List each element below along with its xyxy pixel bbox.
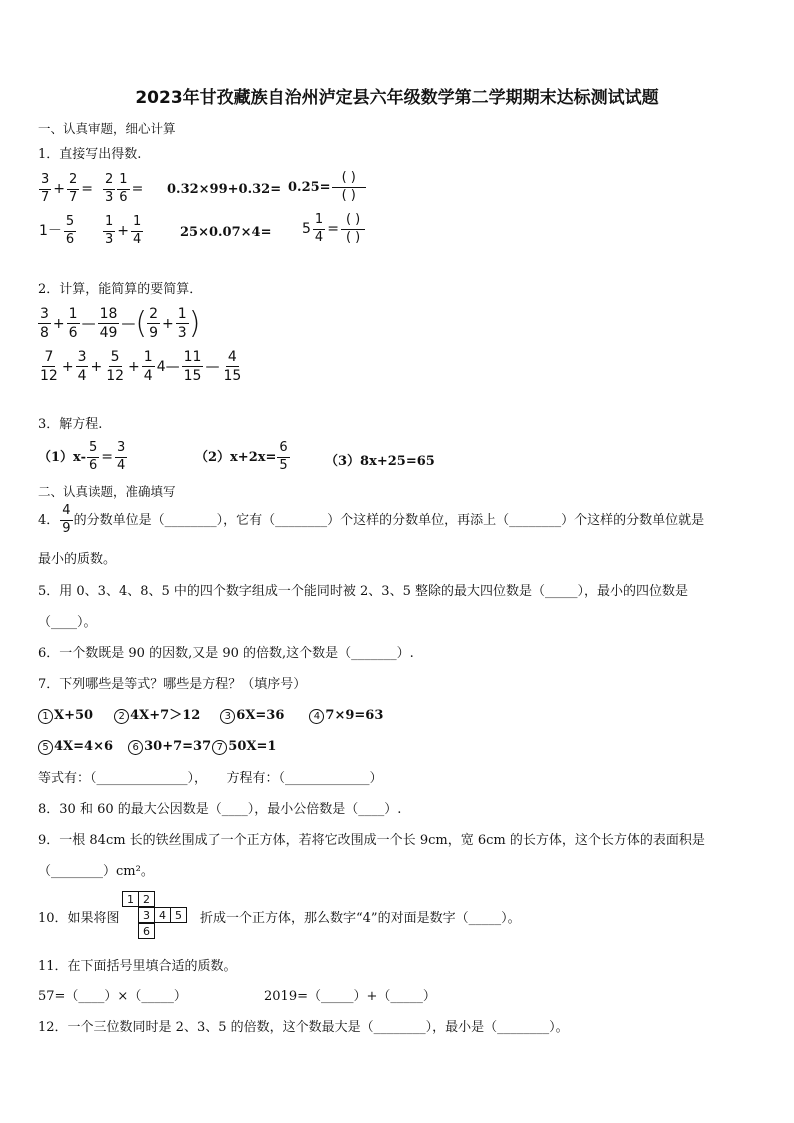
q1-item-d: 0.25= $\frac{( )}{( )}$ [288,171,367,204]
q11-label: 11．在下面括号里填合适的质数。 [38,959,237,974]
q3-label: 3．解方程. [38,417,103,432]
page-title: 2023年甘孜藏族自治州泸定县六年级数学第二学期期末达标测试试题 [135,88,659,108]
q10-text-before: 10．如果将图 [38,911,120,926]
net-cell-3: 3 [138,907,155,923]
q2-expression-1: $\frac{3}{8}$ + $\frac{1}{6}$ — $\frac{18}{49}$ — ( $\frac{2}{9}$ + $\frac{1}{3}$ ) [40,305,201,342]
q7-answer: 等式有：（______________）， 方程有：（_____________） [38,771,383,786]
q5-line-2: （____）。 [38,615,97,630]
cube-net-figure [122,891,196,941]
section-1-heading: 一、认真审题，细心计算 [38,121,176,136]
q1-item-a: $\frac{3}{7}$ + $\frac{2}{7}$ = [41,172,94,205]
q9-line-1: 9．一根 84cm 长的铁丝围成了一个正方体，若将它改围成一个长 9cm，宽 6cm 的长方体，这个长方体的表面积是 [38,833,705,848]
q1-item-c: 0.32×99+0.32= [167,182,282,197]
q8: 8．30 和 60 的最大公因数是（____），最小公倍数是（____）. [38,802,402,817]
net-cell-5: 5 [170,907,187,923]
q12: 12．一个三位数同时是 2、3、5 的倍数，这个数最大是（________），最小是（________）。 [38,1020,569,1035]
q7-item-1: 1 X+50 [38,709,110,724]
q3-problem-2: （2）x+2x= $\frac{6}{5}$ [195,440,288,473]
q11-a: 57=（____）×（_____） [38,989,187,1004]
q7-item-5: 5 4X=4×6 [38,740,124,755]
q7-label: 7．下列哪些是等式？哪些是方程？（填序号） [38,677,307,692]
q6: 6．一个数既是 90 的因数,又是 90 的倍数,这个数是（_______）. [38,646,414,661]
q1-item-g: 25×0.07×4= [180,225,272,240]
q7-item-4: 4 7×9=63 [309,709,383,724]
net-cell-1: 1 [122,891,139,907]
net-cell-2: 2 [138,891,155,907]
q2-expression-2: $\frac{7}{12}$ + $\frac{3}{4}$ + $\frac{5}{12}$ + $\frac{1}{4}$ 4— $\frac{11}{15}$ — $\frac{4}{15}$ [40,349,242,385]
q1-item-b: $\frac{2}{3}$ $\frac{1}{6}$ = [105,172,144,205]
q2-label: 2．计算，能简算的要简算． [38,282,203,297]
q5-line-1: 5．用 0、3、4、8、5 中的四个数字组成一个能同时被 2、3、5 整除的最大四位数是（_____），最小的四位数是 [38,584,688,599]
q3-problem-3: （3）8x+25=65 [325,454,435,469]
q3-problem-1: （1）x- $\frac{5}{6}$ = $\frac{3}{4}$ [38,440,126,473]
q1-item-e: 1－ $\frac{5}{6}$ [39,214,75,247]
q7-item-6: 6 30+7=37 [128,740,208,755]
q11-b: 2019=（_____）+（_____） [264,989,436,1004]
q4-line-2: 最小的质数。 [38,552,117,567]
q4: 4． $\frac{4}{9}$ 的分数单位是（________），它有（________）个这样的分数单位，再添上（________）个这样的分数单位就是 [38,503,705,536]
q1-label: 1．直接写出得数. [38,147,142,162]
q1-item-h: 5 $\frac{1}{4}$ = $\frac{( )}{( )}$ [302,213,366,246]
q7-item-7: 7 50X=1 [212,740,276,755]
q1-item-f: $\frac{1}{3}$ + $\frac{1}{4}$ [105,214,142,247]
section-2-heading: 二、认真读题，准确填写 [38,484,176,499]
net-cell-4: 4 [154,907,171,923]
net-cell-6: 6 [138,923,155,939]
q7-row-1 [38,709,383,724]
q7-item-2: 2 4X+7＞12 [114,709,216,724]
q9-line-2: （________）cm²。 [38,864,154,879]
q7-item-3: 3 6X=36 [220,709,305,724]
q10-text-after: 折成一个正方体，那么数字“4”的对面是数字（_____）。 [200,911,521,926]
q7-row-2 [38,740,276,755]
